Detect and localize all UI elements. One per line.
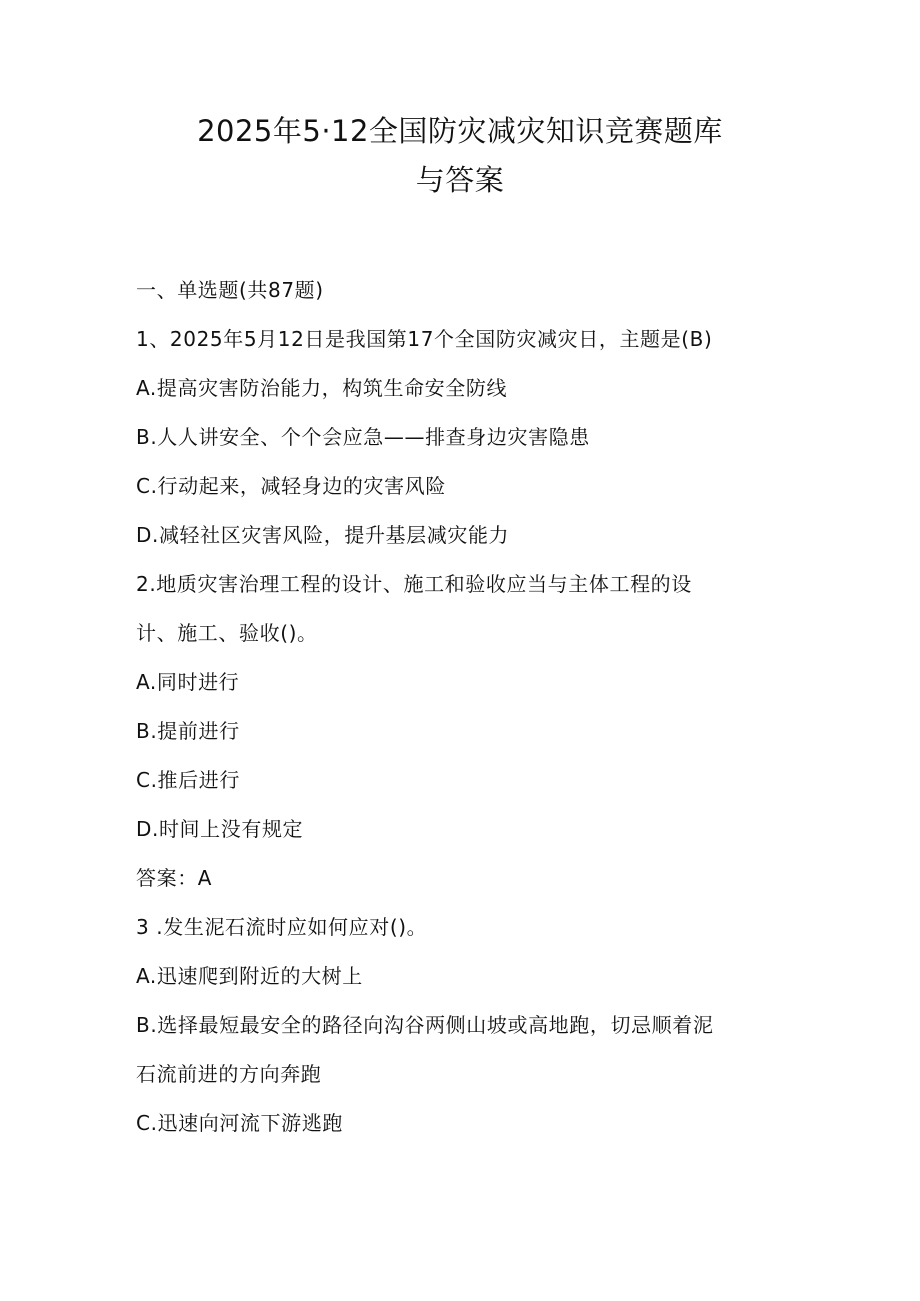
q1-option-c: C.行动起来，减轻身边的灾害风险 [136, 474, 446, 498]
q1-option-a: A.提高灾害防治能力，构筑生命安全防线 [136, 376, 508, 400]
q3-option-b-line-2: 石流前进的方向奔跑 [136, 1062, 322, 1086]
question-2-line-1: 2.地质灾害治理工程的设计、施工和验收应当与主体工程的设 [136, 572, 692, 596]
question-3: 3 .发生泥石流时应如何应对()。 [136, 915, 428, 939]
q2-option-c: C.推后进行 [136, 768, 240, 792]
q2-option-d: D.时间上没有规定 [136, 817, 304, 841]
document-title-line-2: 与答案 [415, 163, 505, 197]
q3-option-a: A.迅速爬到附近的大树上 [136, 964, 363, 988]
q1-option-b: B.人人讲安全、个个会应急——排查身边灾害隐患 [136, 425, 590, 449]
q2-answer: 答案：A [136, 866, 213, 890]
q3-option-c: C.迅速向河流下游逃跑 [136, 1111, 343, 1135]
q2-option-a: A.同时进行 [136, 670, 240, 694]
q2-option-b: B.提前进行 [136, 719, 240, 743]
question-1: 1、2025年5月12日是我国第17个全国防灾减灾日，主题是(B) [136, 327, 713, 351]
q1-option-d: D.减轻社区灾害风险，提升基层减灾能力 [136, 523, 510, 547]
document-title-line-1: 2025年5·12全国防灾减灾知识竞赛题库 [197, 114, 723, 148]
question-2-line-2: 计、施工、验收()。 [136, 621, 318, 645]
section-heading: 一、单选题(共87题) [136, 278, 324, 302]
q3-option-b-line-1: B.选择最短最安全的路径向沟谷两侧山坡或高地跑，切忌顺着泥 [136, 1013, 714, 1037]
